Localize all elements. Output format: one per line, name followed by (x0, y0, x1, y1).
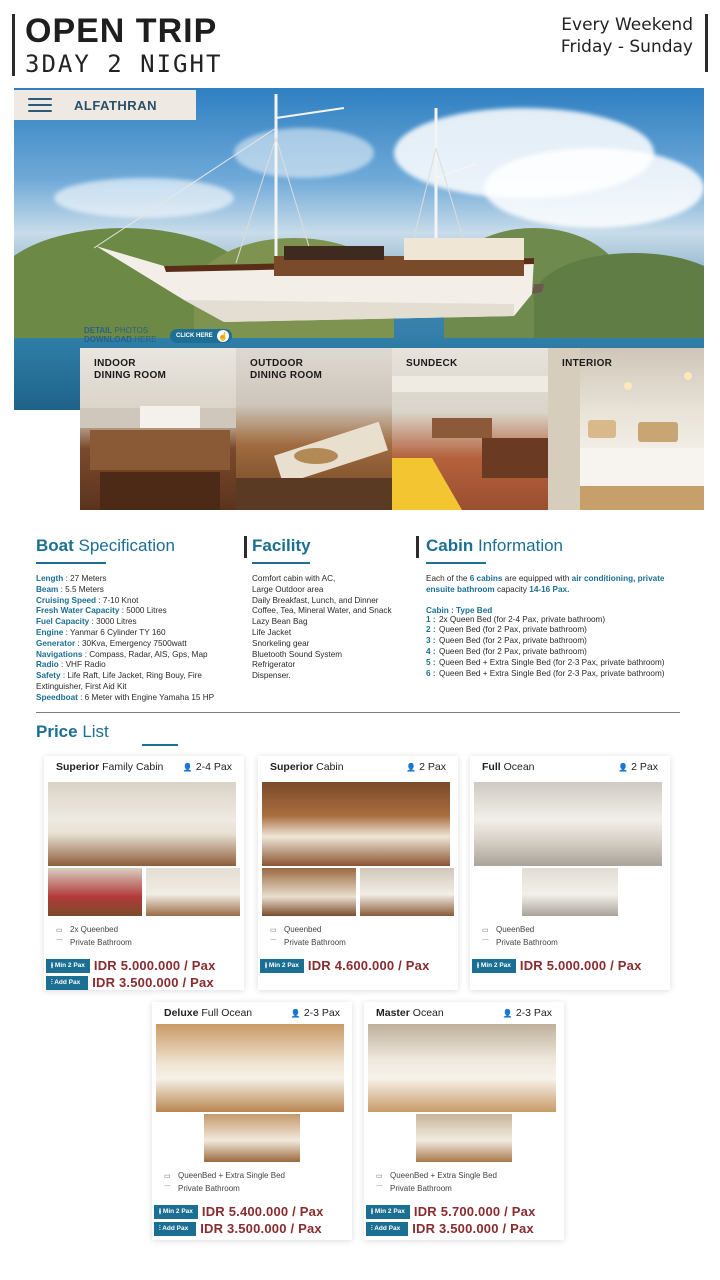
cabin-type-row (426, 658, 670, 669)
gallery-tile-interior[interactable] (548, 348, 704, 510)
page-title: OPEN TRIP (25, 12, 218, 50)
spec-item (36, 574, 246, 585)
cabin-capacity (406, 761, 446, 773)
cabin-intro-text: Each of the 6 cabins are equipped with air conditioning, private ensuite bathroom capacity 14-16 Pax. (426, 574, 665, 594)
capacity-value: 2-3 Pax (303, 1007, 340, 1019)
cabin-name-bold: Full (482, 761, 501, 773)
min-pax-price (472, 958, 642, 973)
cabin-name-bold: Master (376, 1007, 410, 1019)
cabin-name-rest: Ocean (409, 1007, 444, 1019)
spec-item (36, 606, 246, 617)
schedule-line-1: Every Weekend (561, 15, 693, 35)
cabin-photo[interactable] (156, 1024, 344, 1112)
spec-value: : 5000 Litres (119, 606, 167, 616)
cabin-bed-type: Queen Bed (for 2 Pax, private bathroom) (439, 625, 587, 635)
cabin-thumbnail[interactable] (416, 1114, 512, 1162)
min-pax-price (154, 1204, 324, 1219)
cabin-name (482, 761, 535, 773)
spec-value: : 3000 Litres (89, 617, 137, 627)
cabin-name (270, 761, 344, 773)
shower-icon: ⌒ (164, 1186, 171, 1193)
pointer-hand-icon: ☝ (218, 331, 228, 341)
bed-feature (164, 1170, 285, 1183)
cabin-name-bold: Superior (56, 761, 100, 773)
brand-name: ALFATHRAN (74, 97, 157, 113)
facility-item: Comfort cabin with AC, (252, 574, 336, 583)
gallery-tile-outdoor-dining[interactable] (236, 348, 392, 510)
download-label-rest: HERE (132, 335, 157, 344)
bathroom-feature (376, 1183, 497, 1196)
shower-icon: ⌒ (270, 940, 277, 947)
cabin-photo[interactable] (474, 782, 662, 866)
cabin-photo[interactable] (262, 782, 450, 866)
gallery-label: INTERIOR (562, 358, 613, 369)
brand-tag (14, 90, 196, 120)
cabin-bed-type: Queen Bed (for 2 Pax, private bathroom) (439, 636, 587, 646)
cabin-capacity (503, 1007, 552, 1019)
gallery-label: INDOOR DINING ROOM (94, 358, 167, 381)
price-amount: IDR 5.000.000 / Pax (93, 958, 216, 973)
cabin-name-rest: Cabin (313, 761, 344, 773)
spec-value: : Yanmar 6 Cylinder TY 160 (63, 627, 166, 637)
boat-spec-heading: Boat Specification (36, 536, 175, 555)
boat-spec-list (36, 574, 246, 704)
spec-item (36, 650, 246, 661)
cabin-name-rest: Family Cabin (99, 761, 164, 773)
spec-value: : 30Kva, Emergency 7500watt (75, 638, 187, 648)
download-label-bold: DOWNLOAD (84, 335, 132, 344)
facility-item: Life Jacket (252, 627, 292, 637)
bathroom-label: Private Bathroom (284, 938, 346, 947)
superior-cabin-card[interactable] (258, 756, 458, 990)
header (0, 0, 720, 88)
shower-icon: ⌒ (56, 940, 63, 947)
person-icon: 👤 (618, 763, 629, 772)
bed-feature (376, 1170, 497, 1183)
add-pax-badge: ⫶ Add Pax (366, 1222, 408, 1236)
cabin-type-list (426, 615, 670, 680)
add-price-amount: IDR 3.500.000 / Pax (200, 1221, 322, 1236)
cabin-name (56, 761, 163, 773)
cabin-number: 3 : (426, 636, 436, 646)
min-pax-badge: ⫲ Min 2 Pax (154, 1205, 198, 1219)
cabin-type-row (426, 647, 670, 658)
capacity-value: 2 Pax (419, 761, 446, 773)
facility-item: Lazy Bean Bag (252, 617, 308, 627)
bed-type: 2x Queenbed (70, 925, 119, 934)
bathroom-label: Private Bathroom (390, 1184, 452, 1193)
bathroom-label: Private Bathroom (178, 1184, 240, 1193)
facility-item: Bluetooth Sound System (252, 649, 343, 659)
cabin-information-section (426, 536, 670, 679)
person-icon: 👤 (406, 763, 417, 772)
price-amount: IDR 5.700.000 / Pax (413, 1204, 536, 1219)
gallery-tile-sundeck[interactable] (392, 348, 548, 510)
spec-value: : 7-10 Knot (96, 595, 139, 605)
capacity-value: 2-4 Pax (195, 761, 232, 773)
bed-type: QueenBed + Extra Single Bed (390, 1171, 497, 1180)
schedule-line-2: Friday - Sunday (560, 37, 693, 57)
spec-key: Speedboat (36, 692, 78, 702)
spec-item (36, 628, 246, 639)
photo-gallery (80, 348, 704, 510)
cabin-info-heading: Cabin Information (426, 536, 563, 555)
detail-label-bold: DETAIL (84, 326, 113, 335)
cabin-photo[interactable] (368, 1024, 556, 1112)
bed-icon: ▭ (56, 927, 63, 934)
min-pax-price (366, 1204, 536, 1219)
facility-item: Dispenser. (252, 671, 291, 681)
cabin-bed-type: Queen Bed (for 2 Pax, private bathroom) (439, 646, 587, 656)
price-amount: IDR 5.000.000 / Pax (519, 958, 642, 973)
cabin-capacity (618, 761, 658, 773)
cabin-name-rest: Full Ocean (198, 1007, 253, 1019)
spec-value: : Life Raft, Life Jacket, Ring Bouy, Fire Extinguisher, First Aid Kit (36, 671, 202, 691)
capacity-value: 2 Pax (631, 761, 658, 773)
spec-value: : 27 Meters (63, 574, 107, 583)
cabin-features (482, 924, 558, 950)
spec-value: : 6 Meter with Engine Yamaha 15 HP (77, 692, 215, 702)
bathroom-feature (270, 937, 346, 950)
spec-key: Beam (36, 584, 59, 594)
shower-icon: ⌒ (482, 940, 489, 947)
cabin-name-rest: Ocean (500, 761, 535, 773)
bed-icon: ▭ (482, 927, 489, 934)
spec-value: : VHF Radio (58, 660, 106, 670)
cabin-name-bold: Deluxe (164, 1007, 199, 1019)
add-pax-price (154, 1221, 322, 1236)
cabin-thumbnail[interactable] (522, 868, 618, 916)
cabin-capacity (291, 1007, 340, 1019)
cabin-bed-type: Queen Bed + Extra Single Bed (for 2-3 Pax, private bathroom) (439, 668, 665, 678)
spec-key: Fresh Water Capacity (36, 606, 120, 616)
facility-heading: Facility (252, 536, 311, 555)
facility-section (252, 536, 417, 682)
price-amount: IDR 4.600.000 / Pax (307, 958, 430, 973)
spec-item (36, 596, 246, 607)
section-divider (36, 712, 680, 713)
facility-item: Large Outdoor area (252, 584, 324, 594)
bed-icon: ▭ (164, 1173, 171, 1180)
master-ocean-card[interactable] (364, 1002, 564, 1240)
price-list-heading: Price List (36, 722, 109, 741)
bed-feature (56, 924, 132, 937)
cabin-thumbnail[interactable] (204, 1114, 300, 1162)
cabin-features (56, 924, 132, 950)
cabin-name (164, 1007, 252, 1019)
spec-key: Safety (36, 671, 61, 681)
click-here-label: CLICK HERE (176, 333, 213, 339)
add-pax-badge: ⫶ Add Pax (154, 1222, 196, 1236)
add-price-amount: IDR 3.500.000 / Pax (412, 1221, 534, 1236)
cabin-thumbnail[interactable] (360, 868, 454, 916)
superior-family-cabin-card[interactable] (44, 756, 244, 990)
spec-value: : 5.5 Meters (58, 584, 104, 594)
cabin-capacity (183, 761, 232, 773)
spec-key: Cruising Speed (36, 595, 97, 605)
cabin-features (164, 1170, 285, 1196)
detail-label-rest: PHOTOS (112, 326, 149, 335)
spec-value: : Compass, Radar, AIS, Gps, Map (82, 649, 208, 659)
cabin-number: 2 : (426, 625, 436, 635)
cabin-thumbnail[interactable] (48, 868, 142, 916)
cabin-number: 4 : (426, 646, 436, 656)
cabin-type-row (426, 625, 670, 636)
person-icon: 👤 (502, 1009, 513, 1018)
min-pax-badge: ⫲ Min 2 Pax (366, 1205, 410, 1219)
cabin-thumbnail[interactable] (146, 868, 240, 916)
gallery-label: SUNDECK (406, 358, 458, 369)
facility-item: Refrigerator (252, 660, 296, 670)
spec-item (36, 639, 246, 650)
bathroom-feature (56, 937, 132, 950)
bed-feature (270, 924, 346, 937)
add-pax-price (366, 1221, 534, 1236)
cabin-bed-type: Queen Bed + Extra Single Bed (for 2-3 Pax, private bathroom) (439, 657, 665, 667)
min-pax-badge: ⫲ Min 2 Pax (472, 959, 516, 973)
spec-key: Length (36, 574, 64, 583)
facility-item: Daily Breakfast, Lunch, and Dinner (252, 595, 379, 605)
bed-type: QueenBed + Extra Single Bed (178, 1171, 285, 1180)
cabin-number: 5 : (426, 657, 436, 667)
cabin-photo[interactable] (48, 782, 236, 866)
cabin-name-bold: Superior (270, 761, 314, 773)
spec-item (36, 585, 246, 596)
cabin-features (376, 1170, 497, 1196)
cabin-thumbnail[interactable] (262, 868, 356, 916)
bathroom-feature (482, 937, 558, 950)
spec-key: Radio (36, 660, 59, 670)
facility-list (252, 574, 417, 682)
cabin-number: 1 : (426, 614, 436, 624)
min-pax-price (260, 958, 430, 973)
spec-item (36, 693, 246, 704)
full-ocean-card[interactable] (470, 756, 670, 990)
schedule-block (561, 14, 708, 72)
spec-key: Engine (36, 627, 64, 637)
min-pax-badge: ⫲ Min 2 Pax (260, 959, 304, 973)
add-pax-price (46, 975, 214, 990)
boat-specification-section (36, 536, 246, 704)
cabin-type-row (426, 636, 670, 647)
bathroom-label: Private Bathroom (70, 938, 132, 947)
shower-icon: ⌒ (376, 1186, 383, 1193)
bed-type: QueenBed (496, 925, 535, 934)
person-icon: 👤 (290, 1009, 301, 1018)
deluxe-full-ocean-card[interactable] (152, 1002, 352, 1240)
facility-item: Coffee, Tea, Mineral Water, and Snack (252, 606, 392, 616)
waves-icon (28, 98, 52, 112)
gallery-label: OUTDOOR DINING ROOM (250, 358, 323, 381)
cabin-number: 6 : (426, 668, 436, 678)
bed-icon: ▭ (376, 1173, 383, 1180)
spec-item (36, 660, 246, 671)
price-amount: IDR 5.400.000 / Pax (201, 1204, 324, 1219)
person-icon: 👤 (182, 763, 193, 772)
spec-key: Generator (36, 638, 76, 648)
click-here-button[interactable] (170, 329, 232, 343)
spec-item (36, 671, 246, 693)
min-pax-badge: ⫲ Min 2 Pax (46, 959, 90, 973)
add-pax-badge: ⫶ Add Pax (46, 976, 88, 990)
trip-duration: 3DAY 2 NIGHT (25, 50, 223, 78)
spec-key: Navigations (36, 649, 83, 659)
bed-icon: ▭ (270, 927, 277, 934)
cabin-type-row (426, 615, 670, 626)
bed-type: Queenbed (284, 925, 322, 934)
bed-feature (482, 924, 558, 937)
facility-item: Snorkeling gear (252, 638, 310, 648)
cabin-type-subheading: Cabin : Type Bed (426, 605, 493, 615)
cabin-type-row (426, 669, 670, 680)
min-pax-price (46, 958, 216, 973)
trip-title-block (12, 14, 222, 76)
spec-key: Fuel Capacity (36, 617, 90, 627)
capacity-value: 2-3 Pax (515, 1007, 552, 1019)
bathroom-feature (164, 1183, 285, 1196)
add-price-amount: IDR 3.500.000 / Pax (92, 975, 214, 990)
download-photos-box (84, 326, 236, 346)
bathroom-label: Private Bathroom (496, 938, 558, 947)
spec-item (36, 617, 246, 628)
cabin-features (270, 924, 346, 950)
gallery-tile-indoor-dining[interactable] (80, 348, 236, 510)
cabin-name (376, 1007, 444, 1019)
cabin-bed-type: 2x Queen Bed (for 2-4 Pax, private bathroom) (439, 614, 606, 624)
price-list-underline (142, 744, 178, 746)
